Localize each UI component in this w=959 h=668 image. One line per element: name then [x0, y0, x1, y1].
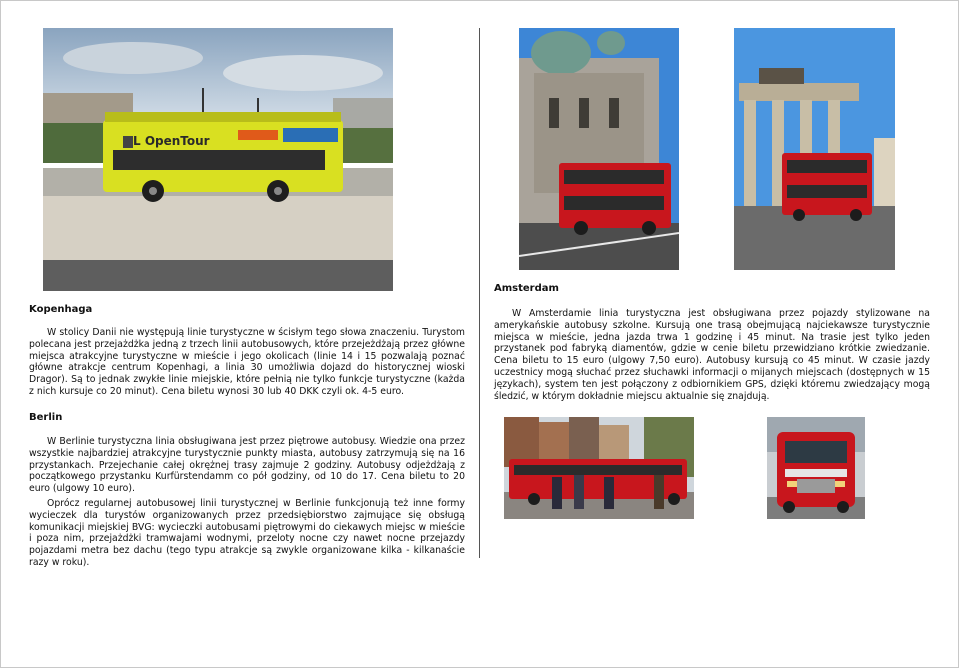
paragraph-berlin-2-text: Oprócz regularnej autobusowej linii turystycznej w Berlinie funkcjonują też inne formy wycieczek dla turystów organizowanych przez przedsiębiorstwo zajmujące się obsługą komunikacji miejskiej BVG: wycieczki autobusami piętrowymi do ciekawych miejsc w mieście i poza nim, przejażdżki tramwajami wodnymi, przeloty nocne czy nawet nocne przejazdy pojazdami metra bez dachu (tego typu atrakcje są zwykle organizowane kilka - kilkanaście razy w roku).: [29, 498, 465, 568]
paragraph-kopenhaga-text: W stolicy Danii nie występują linie turystyczne w ścisłym tego słowa znaczeniu. Turystom polecana jest przejażdżka jedną z trzech linii autobusowych, które przejeżdżają przez główne miejsca atrakcyjne turystyczne w mieście i jego okolicach (linie 14 i 15 pozwalają poznać główne atrakcje centrum Kopenhagi, a linia 30 umożliwia dojazd do historycznej wioski Dragor). Są to jednak zwykłe linie miejskie, które pełnią nie tylko funkcje turystyczne (każda z nich kursuje co 20 minut). Cena biletu wynosi 30 lub 40 DKK czyli ok. 4-5 euro.: [29, 327, 465, 397]
paragraph-berlin-1-text: W Berlinie turystyczna linia obsługiwana jest przez piętrowe autobusy. Wiedzie ona przez wszystkie najbardziej atrakcyjne turystycznie punkty miasta, autobusy zatrzymują się na 16 przystankach. Przejechanie całej okrężnej trasy zajmuje 2 godziny. Autobusy odjeżdżają z początkowego przystanku Kurfürstendamm co pół godziny, od 10 do 17. Cena biletu to 20 euro (ulgowy 10 euro).: [29, 436, 465, 495]
paragraph-amsterdam: [494, 308, 930, 402]
photo-amsterdam-school-bus: [767, 417, 865, 519]
photo-copenhagen-opentour-bus: [43, 28, 393, 291]
heading-kopenhaga: Kopenhaga: [29, 304, 93, 315]
heading-amsterdam: Amsterdam: [494, 283, 559, 294]
paragraph-amsterdam-text: W Amsterdamie linia turystyczna jest obsługiwana przez pojazdy stylizowane na amerykańskie autobusy szkolne. Kursują one trasą obejmującą najciekawsze turystycznie miejsca w mieście, jedna jazda trwa 1 godzinę i 45 minut. Na trasie jest tylko jeden przystanek pod fabryką diamentów, gdzie w cenie biletu przewidziano krótkie zwiedzanie. Cena biletu to 15 euro (ulgowy 7,50 euro). Autobusy kursują co 45 minut. W czasie jazdy uczestnicy mogą słuchać przez słuchawki informacji o mijanych miejscach (dostępnych w 15 językach), system ten jest połączony z odbiornikiem GPS, dzięki któremu zwiedzający mogą śledzić, w którym dokładnie miejscu aktualnie się znajdują.: [494, 308, 930, 402]
paragraph-berlin-2: [29, 498, 465, 569]
column-divider: [479, 28, 480, 558]
paragraph-kopenhaga: [29, 327, 465, 398]
bus-sign-text: L OpenTour: [133, 134, 210, 148]
heading-berlin: Berlin: [29, 412, 63, 423]
photo-amsterdam-bus-street: [504, 417, 694, 519]
paragraph-berlin-1: [29, 436, 465, 495]
photo-berlin-cathedral-bus: [519, 28, 679, 270]
photo-berlin-brandenburg-gate-bus: [734, 28, 895, 270]
